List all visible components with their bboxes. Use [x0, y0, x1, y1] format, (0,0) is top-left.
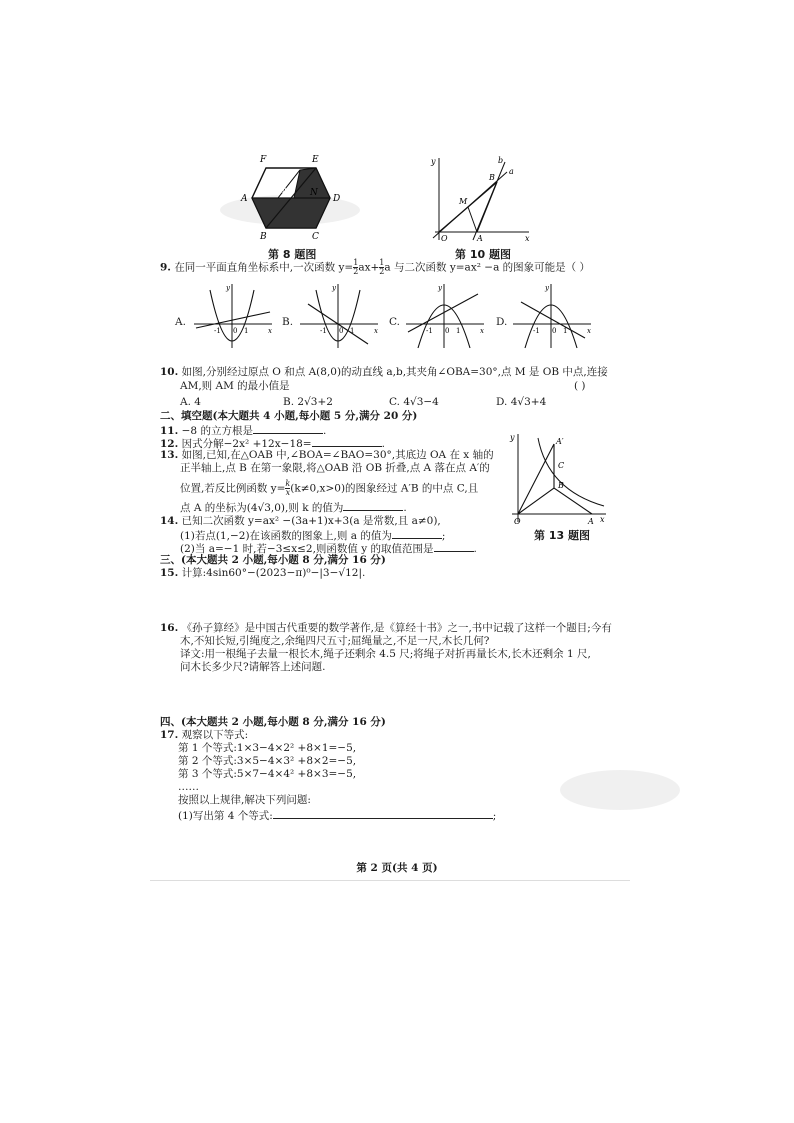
answer-paren: ( ) — [574, 380, 586, 392]
question-text: 因式分解−2x² +12x−18= — [181, 438, 312, 450]
question-text: 如图,分别经过原点 O 和点 A(8,0)的动直线 a,b,其夹角∠OBA=30°,点 M 是 OB 中点,连接 — [181, 366, 608, 378]
question-16-line-4: 问木长多少尺?请解答上述问题. — [180, 661, 326, 673]
figure-8-caption: 第 8 题图 — [268, 248, 317, 261]
equation-3: 第 3 个等式:5×7−4×4² +8×3=−5, — [178, 768, 357, 780]
rule-text: 按照以上规律,解决下列问题: — [178, 794, 311, 806]
question-text: 如图,已知,在△OAB 中,∠BOA=∠BAO=30°,其底边 OA 在 x 轴的 — [181, 449, 494, 461]
fig10-label: a — [509, 167, 514, 176]
option-c-graph — [404, 282, 486, 350]
axis-neg-one: -1 — [320, 327, 327, 335]
page-edge — [150, 880, 630, 881]
fig10-label: b — [498, 156, 504, 165]
section-3-heading: 三、(本大题共 2 小题,每小题 8 分,满分 16 分) — [160, 554, 386, 566]
question-13-line-4 — [180, 500, 407, 515]
question-17-part-1 — [178, 808, 496, 823]
fig8-label: E — [312, 155, 319, 165]
question-text: 位置,若反比例函数 y= — [180, 482, 286, 495]
fig13-label: O — [514, 517, 521, 526]
axis-one: 1 — [563, 327, 568, 335]
question-13-line-2: 正半轴上,点 B 在第一象限,将△OAB 沿 OB 折叠,点 A 落在点 A′的 — [180, 462, 490, 474]
question-number: 14. — [160, 515, 179, 527]
fig8-label: M — [282, 186, 292, 196]
punctuation: . — [381, 438, 385, 450]
question-number: 15. — [160, 567, 179, 579]
axis-origin: 0 — [339, 327, 344, 335]
axis-neg-one: -1 — [214, 327, 221, 335]
question-17-intro — [160, 729, 248, 742]
punctuation: ; — [441, 530, 446, 542]
axis-x: x — [587, 327, 591, 335]
fig8-label: C — [312, 232, 319, 242]
question-text: 观察以下等式: — [181, 729, 249, 741]
question-text: a 与二次函数 y=ax² −a 的图象可能是（ ） — [384, 261, 591, 274]
question-text: 点 A 的坐标为(4√3,0),则 k 的值为 — [180, 502, 344, 514]
axis-y: y — [545, 284, 549, 292]
figure-13-caption: 第 13 题图 — [534, 529, 590, 542]
question-number: 17. — [160, 729, 179, 741]
axis-origin: 0 — [552, 327, 557, 335]
fraction-numerator: 1 — [353, 258, 359, 267]
axis-x: x — [268, 327, 272, 335]
option-d-label: D. — [496, 316, 508, 328]
fig10-label: M — [459, 197, 468, 206]
fig10-label: O — [441, 234, 448, 242]
fig10-label: x — [525, 234, 530, 242]
answer-blank[interactable] — [434, 541, 474, 552]
question-9 — [160, 259, 590, 276]
axis-x: x — [480, 327, 484, 335]
fig8-label: D — [333, 194, 341, 204]
fig8-label: B — [260, 232, 267, 242]
question-number: 9. — [160, 261, 171, 274]
fraction-denominator: x — [285, 488, 291, 497]
option-a-graph — [192, 282, 274, 350]
question-13-line-3 — [180, 480, 478, 497]
fig10-label: B — [489, 173, 495, 182]
question-10-line-2: AM,则 AM 的最小值是 — [180, 380, 290, 392]
option-c: C. 4√3−4 — [389, 396, 439, 408]
answer-blank[interactable] — [253, 423, 323, 434]
question-16-line-3: 译文:用一根绳子去量一根长木,绳子还剩余 4.5 尺;将绳子对折再量长木,长木还剩余 1 尺, — [180, 648, 591, 660]
question-number: 10. — [160, 366, 179, 378]
option-b-graph — [298, 282, 380, 350]
question-number: 13. — [160, 449, 179, 461]
fraction-numerator: k — [285, 479, 291, 488]
answer-blank[interactable] — [343, 500, 403, 511]
fig13-label: y — [510, 433, 515, 442]
question-text: (k≠0,x>0)的图象经过 A′B 的中点 C,且 — [290, 482, 479, 495]
figure-13 — [508, 430, 608, 526]
ellipsis: …… — [178, 781, 199, 793]
question-16-line-1 — [160, 622, 612, 635]
axis-origin: 0 — [445, 327, 450, 335]
question-text: 计算:4sin60°−(2023−π)⁰−|3−√12|. — [181, 567, 366, 579]
section-2-heading: 二、填空题(本大题共 4 小题,每小题 5 分,满分 20 分) — [160, 410, 418, 422]
axis-origin: 0 — [233, 327, 238, 335]
fig8-label: F — [260, 155, 267, 165]
fraction-denominator: 2 — [379, 267, 385, 276]
fig13-label: C — [558, 461, 565, 470]
question-13-line-1 — [160, 449, 494, 462]
question-text: (1)若点(1,−2)在该函数的图象上,则 a 的值为 — [180, 530, 392, 542]
question-text: (2)当 a=−1 时,若−3≤x≤2,则函数值 y 的取值范围是 — [180, 543, 434, 555]
axis-one: 1 — [350, 327, 355, 335]
punctuation: . — [473, 543, 477, 555]
figure-10-caption: 第 10 题图 — [455, 248, 511, 261]
question-text: (1)写出第 4 个等式: — [178, 810, 273, 822]
punctuation: ; — [492, 810, 497, 822]
fig10-label: y — [431, 157, 436, 166]
axis-neg-one: -1 — [426, 327, 433, 335]
question-14-line-1 — [160, 515, 441, 528]
figure-10 — [425, 150, 535, 242]
punctuation: . — [403, 502, 407, 514]
axis-neg-one: -1 — [533, 327, 540, 335]
option-b: B. 2√3+2 — [283, 396, 333, 408]
axis-one: 1 — [244, 327, 249, 335]
question-number: 16. — [160, 622, 179, 634]
axis-x: x — [374, 327, 378, 335]
fig13-label: A′ — [556, 437, 564, 446]
axis-y: y — [438, 284, 442, 292]
fraction-denominator: 2 — [353, 267, 359, 276]
page-footer: 第 2 页(共 4 页) — [356, 862, 438, 874]
fig8-label: N — [310, 188, 318, 198]
figure-8 — [238, 150, 348, 242]
axis-y: y — [332, 284, 336, 292]
question-15 — [160, 567, 365, 580]
answer-blank[interactable] — [312, 436, 382, 447]
option-d-graph — [511, 282, 593, 350]
question-text: 已知二次函数 y=ax² −(3a+1)x+3(a 是常数,且 a≠0), — [181, 515, 441, 527]
answer-blank[interactable] — [273, 808, 493, 819]
axis-one: 1 — [456, 327, 461, 335]
question-text: 《孙子算经》是中国古代重要的数学著作,是《算经十书》之一,书中记载了这样一个题目;今有 — [181, 622, 612, 634]
option-b-label: B. — [282, 316, 294, 328]
question-16-line-2: 木,不知长短,引绳度之,余绳四尺五寸;屈绳量之,不足一尺,木长几何? — [180, 635, 490, 647]
fig13-label: A — [588, 517, 594, 526]
axis-y: y — [226, 284, 230, 292]
scan-smudge — [560, 770, 680, 810]
answer-blank[interactable] — [392, 528, 442, 539]
question-text: ax+ — [358, 261, 380, 274]
equation-1: 第 1 个等式:1×3−4×2² +8×1=−5, — [178, 742, 357, 754]
option-a-label: A. — [175, 316, 186, 328]
question-number: 11. — [160, 425, 179, 437]
fig13-label: B — [558, 481, 564, 490]
question-text: −8 的立方根是 — [181, 425, 253, 437]
fig8-label: A — [241, 194, 248, 204]
question-number: 12. — [160, 438, 179, 450]
equation-2: 第 2 个等式:3×5−4×3² +8×2=−5, — [178, 755, 357, 767]
option-c-label: C. — [389, 316, 400, 328]
option-d: D. 4√3+4 — [496, 396, 547, 408]
section-4-heading: 四、(本大题共 2 小题,每小题 8 分,满分 16 分) — [160, 716, 386, 728]
question-text: 在同一平面直角坐标系中,一次函数 y= — [174, 261, 354, 274]
option-a: A. 4 — [180, 396, 201, 408]
fraction-numerator: 1 — [379, 258, 385, 267]
fig10-label: A — [477, 234, 483, 242]
punctuation: . — [322, 425, 327, 437]
question-10-line-1 — [160, 366, 608, 379]
fig13-label: x — [600, 515, 605, 524]
